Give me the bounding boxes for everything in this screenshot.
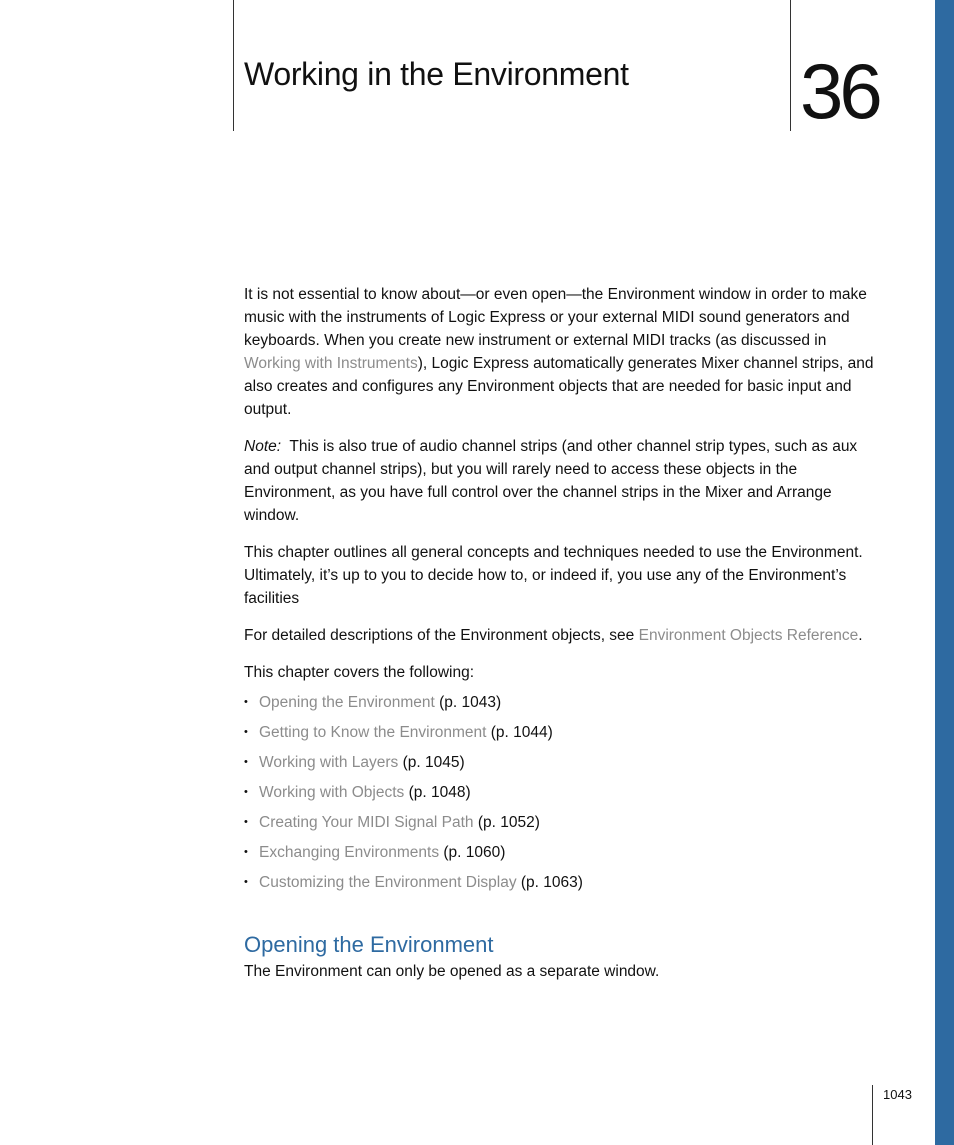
note-text: This is also true of audio channel strips (and other channel strip types, such as aux and output channel strips), but you will rarely need to access these objects in the Environment, as you have full control over the channel strips in the Mixer and Arrange window.	[244, 438, 858, 524]
toc-item	[244, 751, 876, 781]
toc-page: (p. 1045)	[398, 754, 465, 771]
note-label: Note:	[244, 438, 282, 455]
toc-page: (p. 1060)	[439, 844, 506, 861]
toc-link[interactable]: Getting to Know the Environment	[259, 724, 487, 741]
toc-link[interactable]: Working with Layers	[259, 754, 399, 771]
toc-link[interactable]: Creating Your MIDI Signal Path	[259, 814, 474, 831]
intro-text: It is not essential to know about—or even open—the Environment window in order to make music with the instruments of Logic Express or your external MIDI sound generators and keyboards. When you create new instrument or external MIDI tracks (as discussed in	[244, 286, 867, 349]
bullet-icon: •	[244, 786, 248, 798]
header-rule-left	[233, 0, 234, 131]
chapter-side-tab	[935, 0, 954, 1145]
intro-content	[244, 283, 876, 901]
bullet-icon: •	[244, 876, 248, 888]
toc-item	[244, 811, 876, 841]
intro-paragraph-1	[244, 283, 876, 421]
intro-text: ), Logic Express automatically generates Mixer channel strips, and also creates and configures any Environment objects that are needed for basic input and output.	[244, 355, 874, 418]
chapter-toc-list	[244, 691, 876, 901]
toc-item	[244, 841, 876, 871]
link-environment-objects-reference[interactable]: Environment Objects Reference	[638, 627, 859, 644]
toc-page: (p. 1043)	[434, 694, 502, 711]
bullet-icon: •	[244, 756, 248, 768]
covers-intro: This chapter covers the following:	[244, 664, 475, 681]
bullet-icon: •	[244, 816, 248, 828]
intro-paragraph-3: This chapter outlines all general concepts and techniques needed to use the Environment. Ultimately, it’s up to you to decide how to, or indeed if, you use any of the Environment’s facilities	[244, 544, 863, 607]
toc-page: (p. 1048)	[404, 784, 471, 801]
toc-item	[244, 871, 876, 901]
section-body: The Environment can only be opened as a separate window.	[244, 963, 660, 980]
toc-item	[244, 781, 876, 811]
toc-item	[244, 691, 876, 721]
toc-page: (p. 1063)	[516, 874, 583, 891]
header-rule-right	[790, 0, 791, 131]
intro-text: For detailed descriptions of the Environment objects, see	[244, 627, 639, 644]
toc-link[interactable]: Opening the Environment	[259, 694, 435, 711]
bullet-icon: •	[244, 846, 248, 858]
intro-paragraph-4	[244, 624, 876, 647]
toc-item	[244, 721, 876, 751]
toc-page: (p. 1044)	[486, 724, 553, 741]
bullet-icon: •	[244, 726, 248, 738]
page-number: 1043	[883, 1087, 912, 1102]
section-heading: Opening the Environment	[244, 932, 494, 957]
toc-link[interactable]: Working with Objects	[259, 784, 405, 801]
toc-link[interactable]: Exchanging Environments	[259, 844, 440, 861]
bullet-icon: •	[244, 696, 248, 708]
footer-rule	[872, 1085, 873, 1145]
chapter-title: Working in the Environment	[244, 56, 629, 92]
note-paragraph	[244, 435, 876, 527]
chapter-number: 36	[800, 47, 879, 135]
toc-link[interactable]: Customizing the Environment Display	[259, 874, 517, 891]
intro-text: .	[858, 627, 863, 644]
link-working-with-instruments[interactable]: Working with Instruments	[244, 355, 418, 372]
toc-page: (p. 1052)	[473, 814, 540, 831]
